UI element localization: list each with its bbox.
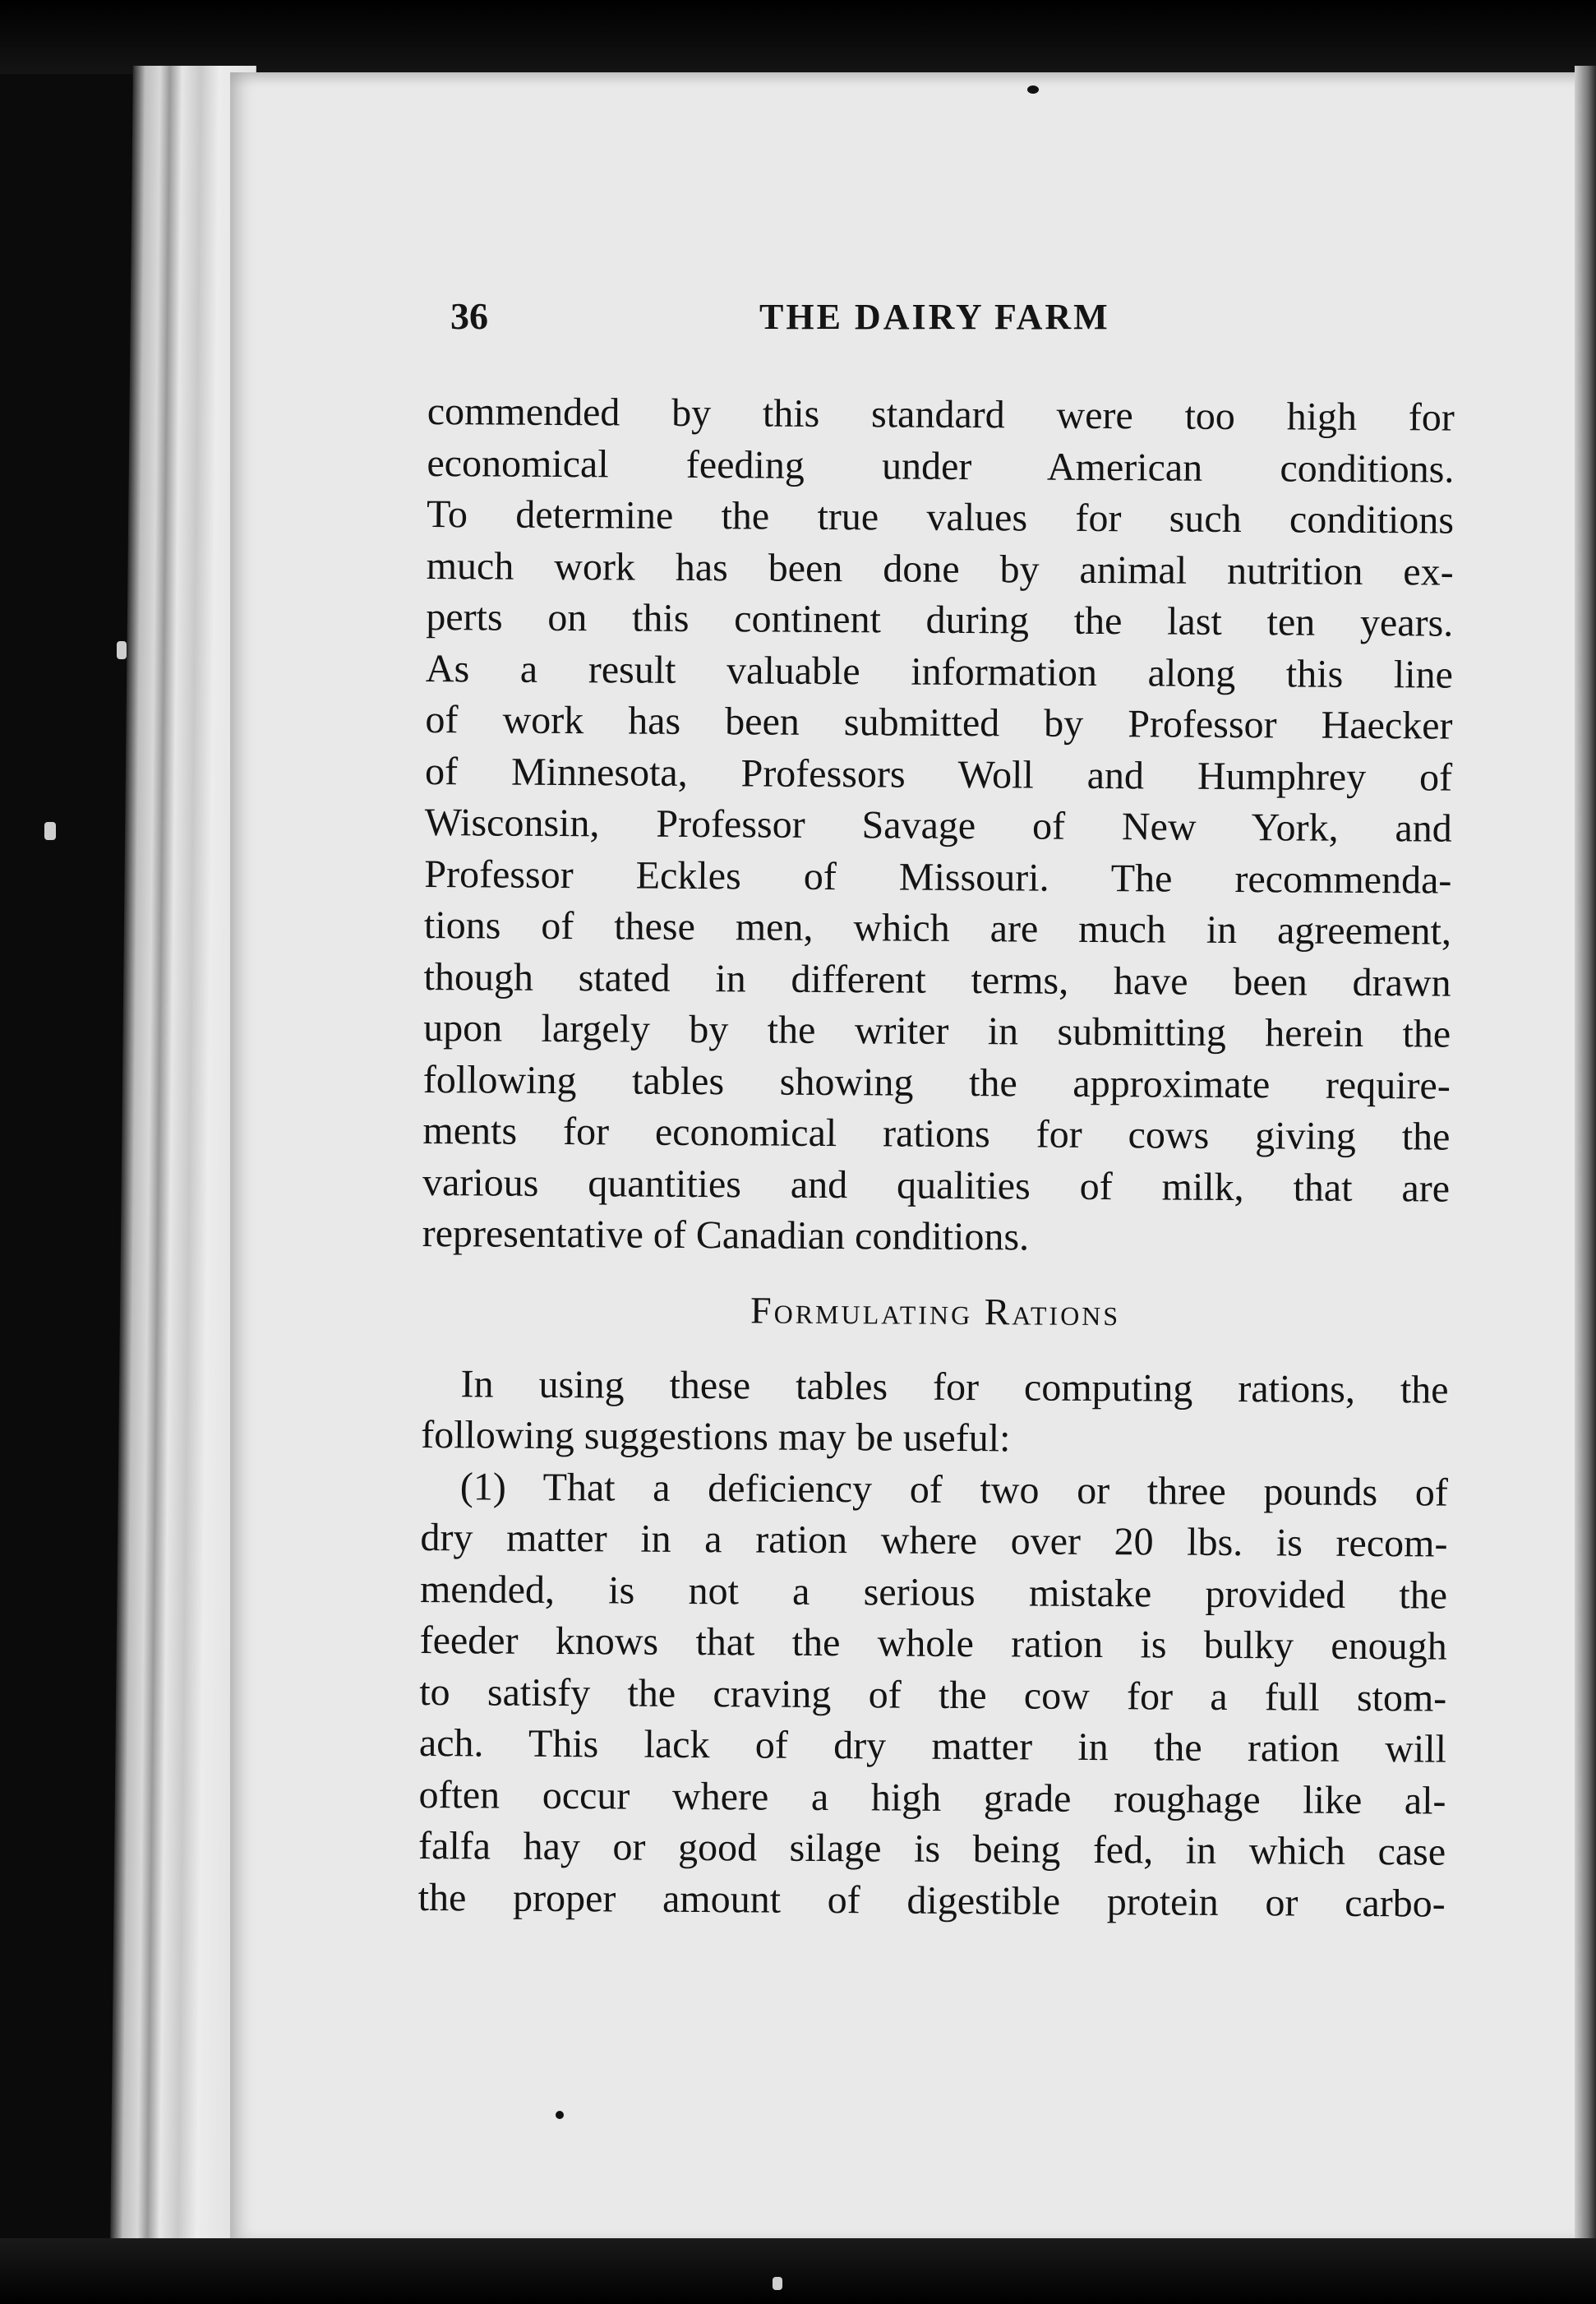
- text-line: economical feeding under American conditions.: [427, 441, 1455, 492]
- page-header: [450, 294, 1502, 352]
- text-line: dry matter in a ration where over 20 lbs. is recom-: [420, 1515, 1448, 1566]
- text-line: perts on this continent during the last ten years.: [426, 594, 1454, 645]
- text-line: of work has been submitted by Professor Haecker: [425, 697, 1453, 748]
- text-line: representative of Canadian conditions.: [422, 1211, 1030, 1259]
- text-line: various quantities and qualities of milk, that are: [422, 1160, 1451, 1211]
- page-right-edge: [1575, 66, 1596, 2277]
- text-line: mended, is not a serious mistake provided the: [419, 1567, 1448, 1618]
- text-line: ments for economical rations for cows giving the: [422, 1108, 1451, 1159]
- text-line: (1) That a deficiency of two or three pounds of: [459, 1464, 1448, 1515]
- paragraph-3: [418, 1461, 1448, 1929]
- text-line: though stated in different terms, have been drawn: [423, 954, 1451, 1005]
- text-line: To determine the true values for such conditions: [426, 492, 1455, 543]
- text-line: following tables showing the approximate require-: [422, 1057, 1451, 1108]
- text-line: ach. This lack of dry matter in the ration will: [418, 1720, 1447, 1771]
- text-line: of Minnesota, Professors Woll and Humphrey of: [424, 749, 1453, 800]
- text-line: Professor Eckles of Missouri. The recommenda-: [424, 852, 1452, 903]
- text-line: much work has been done by animal nutrition ex-: [426, 543, 1454, 594]
- text-line: upon largely by the writer in submitting herein the: [423, 1005, 1451, 1056]
- paragraph-1: [422, 386, 1455, 1266]
- text-line: following suggestions may be useful:: [421, 1412, 1011, 1461]
- text-line: the proper amount of digestible protein or carbo-: [417, 1875, 1446, 1926]
- text-line: tions of these men, which are much in agreement,: [423, 903, 1452, 953]
- text-line: feeder knows that the whole ration is bulky enough: [419, 1618, 1447, 1669]
- section-heading: Formulating Rations: [750, 1288, 1121, 1333]
- scan-edge-mark: [44, 822, 56, 840]
- text-line: falfa hay or good silage is being fed, in which case: [417, 1823, 1446, 1874]
- paragraph-2: [421, 1358, 1449, 1467]
- text-line: In using these tables for computing rations, the: [460, 1361, 1449, 1412]
- text-line: As a result valuable information along this line: [425, 646, 1454, 697]
- text-line: to satisfy the craving of the cow for a full stom-: [419, 1669, 1447, 1720]
- scan-edge-mark: [117, 641, 127, 659]
- running-title: THE DAIRY FARM: [759, 297, 1110, 337]
- text-line: Wisconsin, Professor Savage of New York, and: [424, 800, 1452, 851]
- scan-speck: [1027, 85, 1039, 94]
- body-text: [418, 386, 1455, 1930]
- scan-bottom-shadow: [0, 2238, 1596, 2304]
- text-line: often occur where a high grade roughage like al-: [418, 1772, 1446, 1823]
- scan-edge-mark: [773, 2277, 782, 2290]
- text-line: commended by this standard were too high for: [427, 389, 1455, 440]
- scan-top-shadow: [0, 0, 1596, 74]
- page-number: 36: [450, 295, 488, 337]
- scan-speck: [556, 2111, 564, 2119]
